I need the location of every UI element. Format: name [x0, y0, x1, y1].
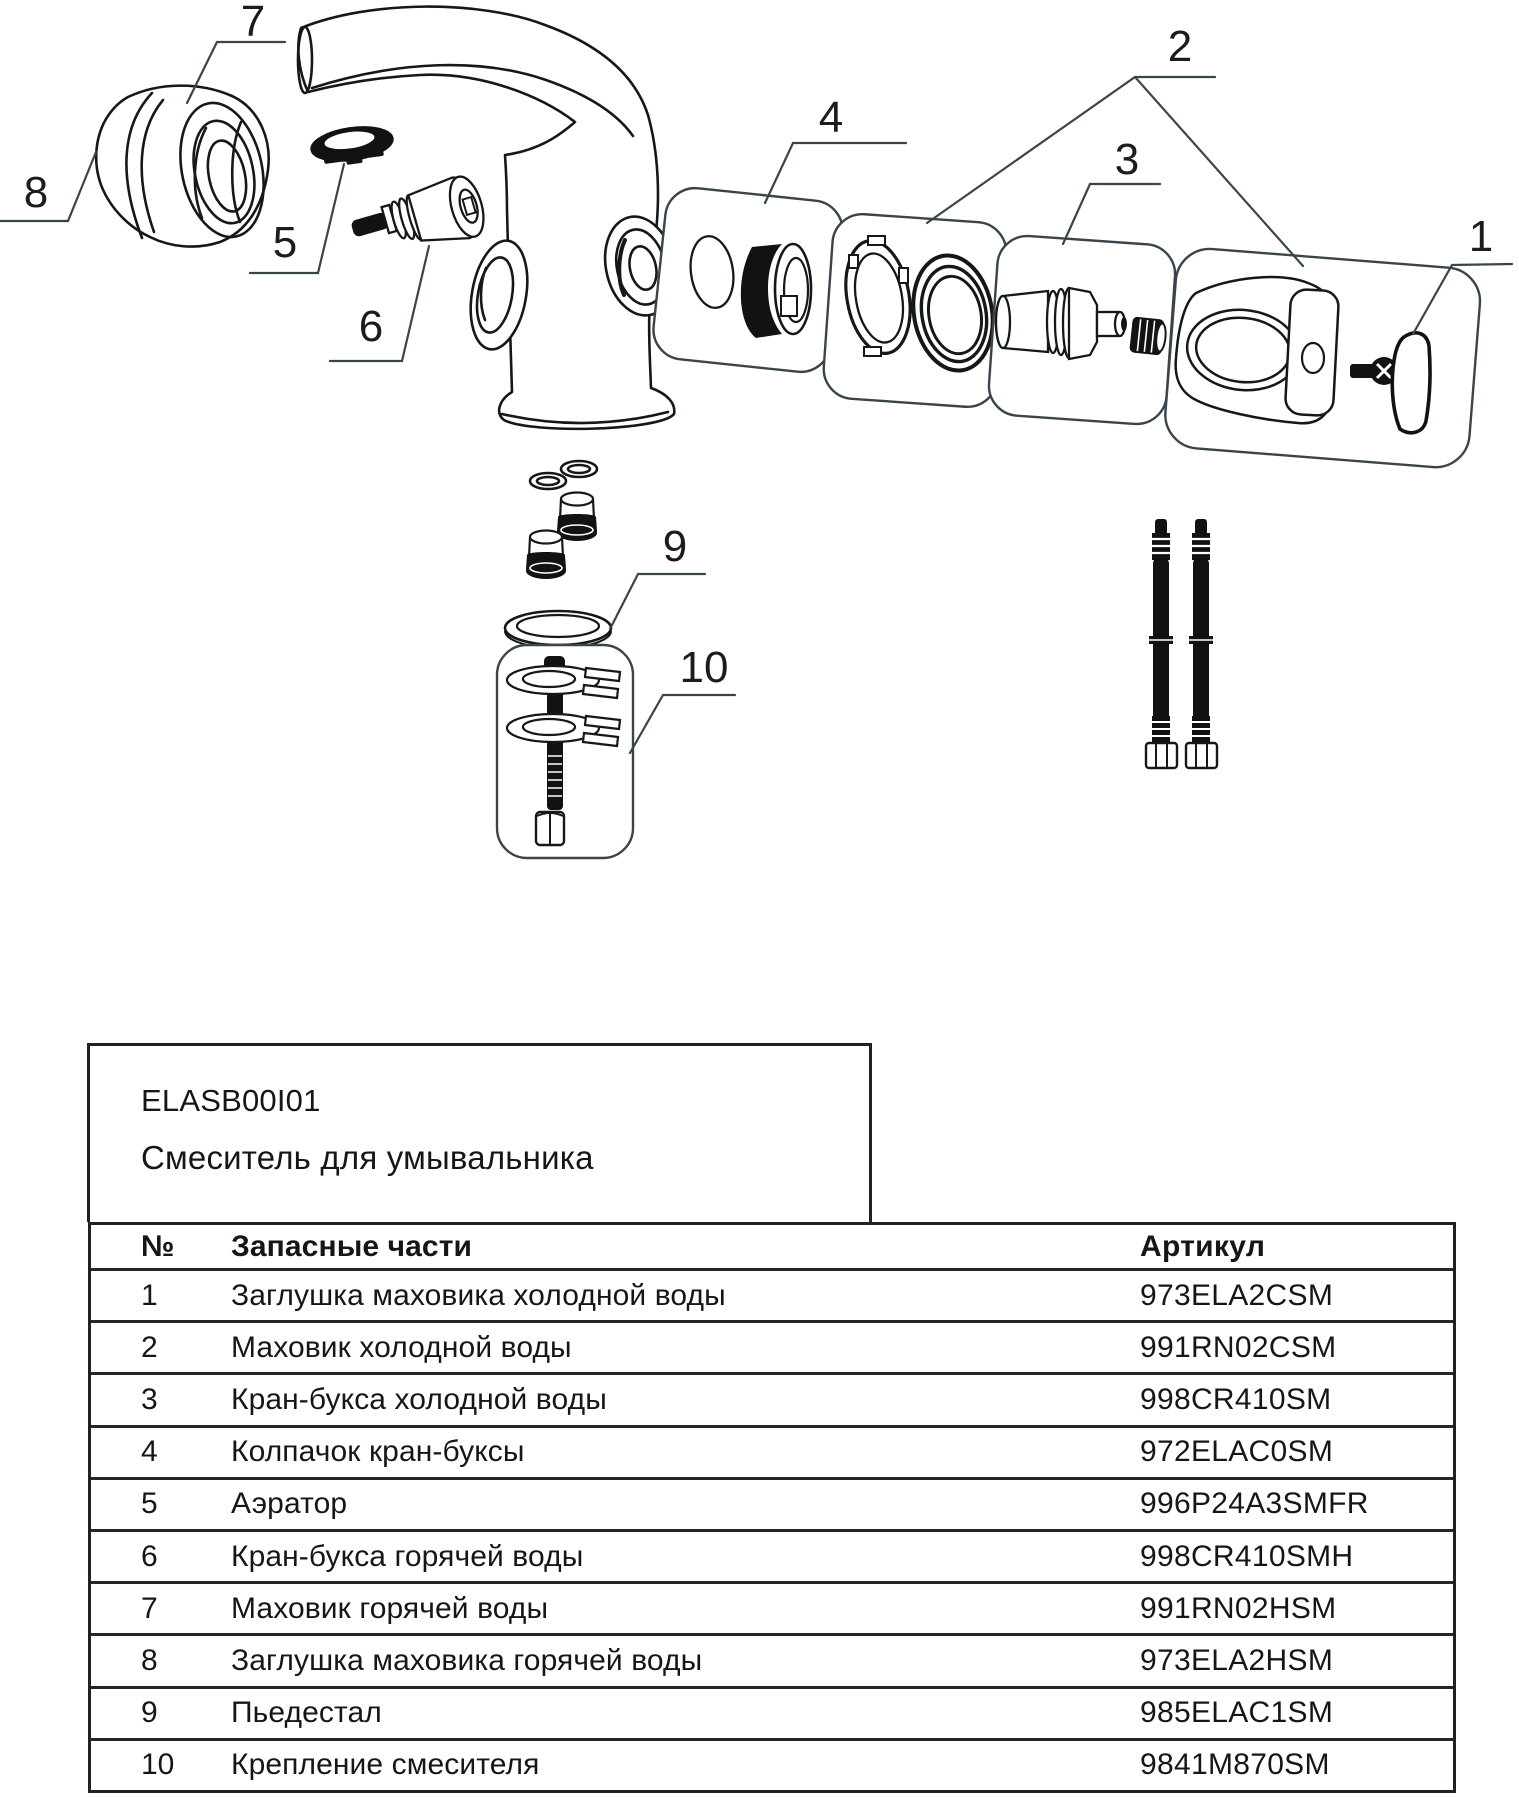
mounting-kit: [497, 645, 633, 858]
table-row: [91, 1581, 1453, 1633]
panel-cartridge-cap: [650, 185, 845, 375]
cell-num: 10: [141, 1748, 175, 1782]
table-row: [91, 1372, 1453, 1424]
cell-sku: 991RN02HSM: [1140, 1591, 1337, 1625]
cell-name: Заглушка маховика горячей воды: [231, 1644, 703, 1678]
mounting-nut: [536, 812, 564, 845]
callout-3: 3: [1114, 135, 1140, 184]
table-row: [91, 1686, 1453, 1738]
cell-sku: 973ELA2HSM: [1140, 1644, 1334, 1678]
header-num: №: [141, 1229, 175, 1263]
cell-num: 5: [141, 1487, 158, 1521]
cell-num: 7: [141, 1591, 158, 1625]
model-code: ELASB00I01: [141, 1083, 321, 1118]
valve-seats: [526, 493, 597, 580]
hot-handle-knob: [96, 86, 275, 247]
table-row: [91, 1477, 1453, 1529]
header-name: Запасные части: [231, 1229, 473, 1263]
title-block: [87, 1043, 872, 1222]
cell-name: Крепление смесителя: [231, 1748, 540, 1782]
cell-name: Аэратор: [231, 1487, 348, 1521]
base-gasket: [505, 611, 611, 648]
callout-2: 2: [1167, 22, 1193, 71]
table-row: [91, 1268, 1453, 1320]
table-header-row: [91, 1225, 1453, 1268]
cell-num: 3: [141, 1383, 158, 1416]
cell-name: Кран-букса холодной воды: [231, 1383, 607, 1416]
cell-sku: 998CR410SM: [1140, 1383, 1332, 1416]
panel-cold-handle: [1163, 246, 1483, 469]
cell-name: Маховик горячей воды: [231, 1591, 549, 1625]
cell-sku: 972ELAC0SM: [1140, 1435, 1334, 1469]
product-title: Смеситель для умывальника: [141, 1139, 594, 1176]
cell-sku: 985ELAC1SM: [1140, 1696, 1334, 1730]
callout-1: 1: [1468, 212, 1494, 261]
cell-num: 9: [141, 1696, 158, 1730]
cell-sku: 9841M870SM: [1140, 1748, 1330, 1782]
cell-num: 2: [141, 1330, 158, 1364]
cell-num: 6: [141, 1539, 158, 1573]
cell-name: Пьедестал: [231, 1696, 382, 1730]
callout-7: 7: [240, 0, 266, 46]
cell-name: Кран-букса горячей воды: [231, 1539, 584, 1573]
supply-hose: [1186, 519, 1217, 768]
hot-cartridge: [346, 172, 489, 269]
callout-9: 9: [662, 522, 688, 571]
callout-8: 8: [23, 168, 49, 217]
aerator: [309, 122, 395, 169]
cell-sku: 991RN02CSM: [1140, 1330, 1337, 1364]
cell-num: 1: [141, 1278, 158, 1312]
callout-5: 5: [272, 218, 298, 267]
adapter-bush: [1129, 316, 1167, 355]
small-orings: [530, 461, 597, 489]
cell-num: 8: [141, 1644, 158, 1678]
cell-name: Маховик холодной воды: [231, 1330, 572, 1364]
cell-sku: 996P24A3SMFR: [1140, 1487, 1369, 1521]
table-row: [91, 1320, 1453, 1372]
cell-name: Заглушка маховика холодной воды: [231, 1278, 726, 1312]
cell-sku: 973ELA2CSM: [1140, 1278, 1334, 1312]
table-row: [91, 1425, 1453, 1477]
panel-handle-rings: [822, 212, 1008, 409]
table-row: [91, 1738, 1453, 1790]
cell-num: 4: [141, 1435, 158, 1469]
panel-cold-cartridge: [987, 234, 1177, 426]
cell-name: Колпачок кран-буксы: [231, 1435, 525, 1469]
cold-handle-cap: [1392, 333, 1430, 433]
table-row: [91, 1529, 1453, 1581]
callout-4: 4: [818, 93, 844, 142]
header-sku: Артикул: [1140, 1229, 1266, 1263]
supply-hose: [1146, 519, 1177, 768]
callout-6: 6: [358, 302, 384, 351]
parts-table: [88, 1222, 1456, 1793]
callout-10: 10: [679, 643, 729, 692]
cell-sku: 998CR410SMH: [1140, 1539, 1354, 1573]
table-row: [91, 1633, 1453, 1685]
supply-hoses: [1146, 519, 1217, 768]
faucet-body: [298, 7, 684, 429]
